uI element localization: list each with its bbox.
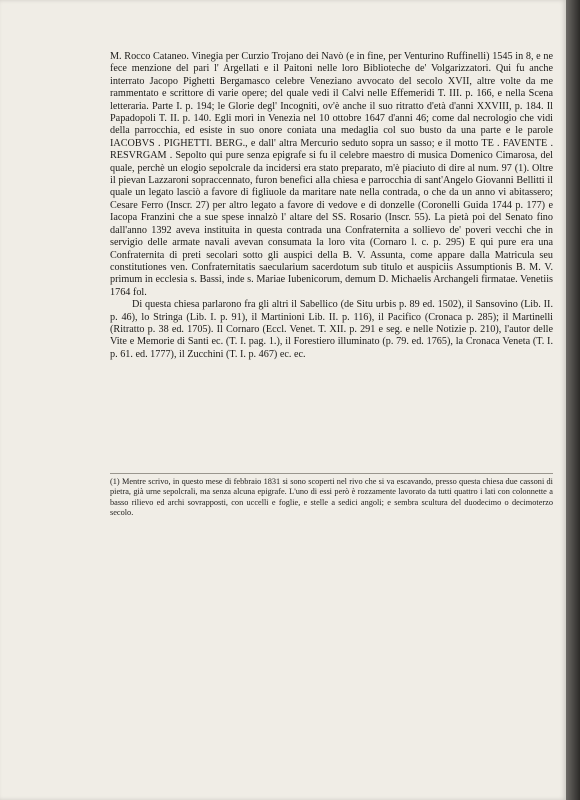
footnote-text: (1) Mentre scrivo, in questo mese di febbraio 1831 si sono scoperti nel rivo che si va escavando, presso questa chiesa due cassoni di pietra, già urne sepolcrali, ma senza alcuna epigrafe. L'uno di essi però è rozzamente lavorato da tutti quattro i lati con colonnette a basso rilievo ed archi sovrapposti, con uccelli e foglie, e stelle a sedici angoli; e sembra scultura del duodecimo o decimoterzo secolo. <box>110 477 553 517</box>
footnote-divider <box>110 473 553 474</box>
paragraph-1: M. Rocco Cataneo. Vinegia per Curzio Trojano dei Navò (e in fine, per Venturino Ruffinelli) 1545 in 8, e ne fece menzione del pari l' Argellati e il Paitoni nelle loro Biblioteche de' Volgarizzatori. Qui fu anche interrato Jacopo Pighetti Bergamasco celebre Veneziano avvocato del secolo XVII, altre volte da me rammentato e scrittore di varie opere; del quale vedi il Calvi nelle Effemeridi T. III. p. 166, e nella Scena letteraria. Parte I. p. 194; le Glorie degl' Incogniti, ov'è anche il suo ritratto d'età d'anni XXVIII, p. 184. Il Papadopoli T. II. p. 140. Egli morì in Venezia nel 10 ottobre 1647 d'anni 46; come dal necrologio che vidi della parrocchia, ed esiste in suo onore coniata una medaglia col suo busto da una parte e le parole IACOBVS . PIGHETTI. BERG., e dall' altra Mercurio seduto sopra un sasso; e il motto TE . FAVENTE . RESVRGAM . Sepolto qui pure senza epigrafe si fu il celebre maestro di musica Domenico Cimarosa, del quale, perchè un elogio sepolcrale da incidersi era stato preparato, m'è piaciuto di dire al num. 97 (1). Oltre il pievan Lazzaroni sopraccennato, furon benefici alla chiesa e parrocchia di sant'Angelo Giovanni Bellitti il quale un legato lasciò a favore di figliuole da maritare nate nella contrada, o che da un anno vi abitassero; Cesare Ferro (Inscr. 27) per altro legato a favore di vedove e di donzelle (Coronelli Guida 1744 p. 177) e Iacopa Franzini che a sue spese innalzò l' altare del SS. Rosario (Inscr. 55). La pietà poi del Senato fino dall'anno 1392 aveva instituita in questa contrada una Confraternita a sollievo de' poveri vecchi che in servigio delle armate navali avevan consumata la loro vita (Cornaro l. c. p. 295) E qui pure era una Confraternita di preti secolari sotto gli auspici della B. V. Assunta, come appare dalla Matricula seu constitutiones ven. Confraternitatis saecularium sacerdotum sub titulo et auspiciis Assumptionis B. M. V. primum in ecclesia s. Bassi, inde s. Mariae Iubenicorum, demum D. Michaelis Archangeli firmatae. Venetiis 1764 fol. <box>110 51 553 298</box>
footnote <box>110 477 553 518</box>
main-text <box>110 51 553 361</box>
page-edge-shadow <box>566 0 580 800</box>
paragraph-2: Di questa chiesa parlarono fra gli altri il Sabellico (de Situ urbis p. 89 ed. 1502), il Sansovino (Lib. II. p. 46), lo Stringa (Lib. I. p. 91), il Martinioni Lib. II. p. 116), il Pacifico (Cronaca p. 285); il Martinelli (Ritratto p. 38 ed. 1705). Il Cornaro (Eccl. Venet. T. XII. p. 291 e seg. e nelle Notizie p. 210), l'autor delle Vite e Memorie di Santi ec. (T. I. pag. 1.), il Forestiero illuminato (p. 79. ed. 1765), la Cronaca Veneta (T. I. p. 61. ed. 1777), il Zucchini (T. I. p. 467) ec. ec. <box>110 299 553 360</box>
